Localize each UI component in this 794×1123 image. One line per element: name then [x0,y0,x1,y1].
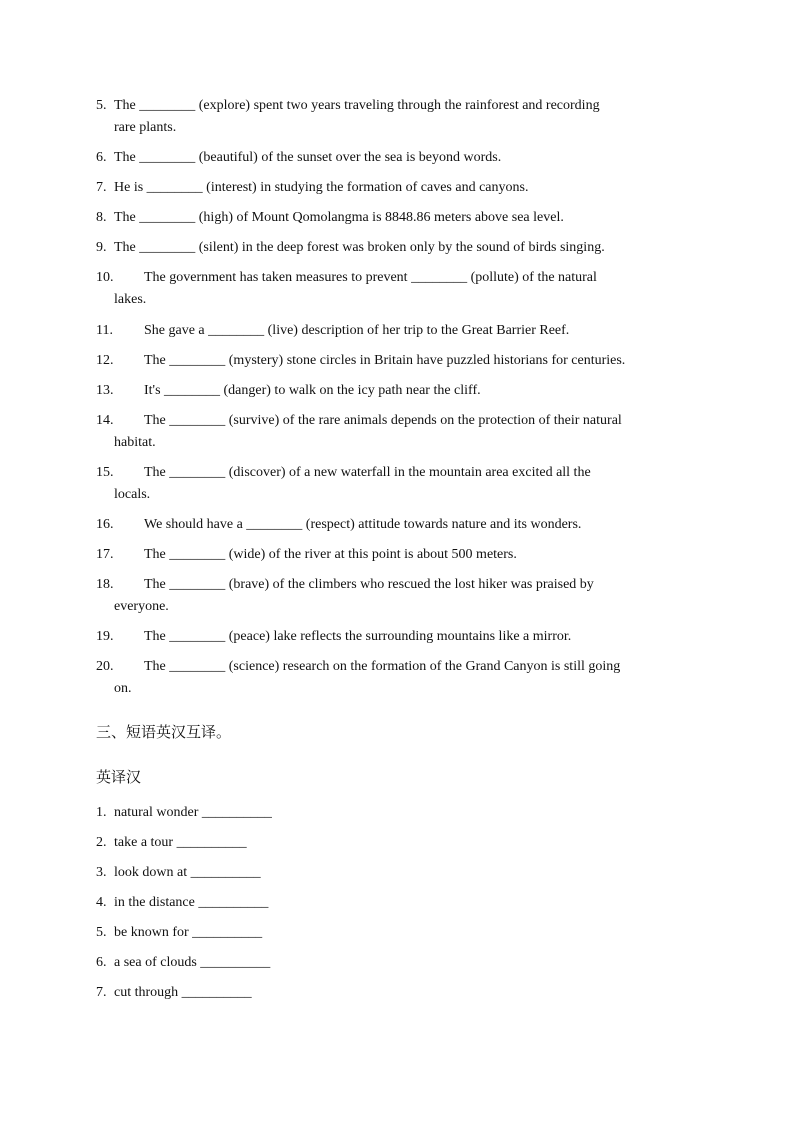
phrase-text: take a tour __________ [114,835,247,850]
question-text: The ________ (silent) in the deep forest was broken only by the sound of birds singing. [114,240,605,255]
question-continuation: everyone. [114,599,169,614]
phrase-item [96,892,268,914]
question-item [96,574,696,618]
question-text: He is ________ (interest) in studying the formation of caves and canyons. [114,180,529,195]
question-item [96,514,696,536]
phrase-text: look down at __________ [114,865,261,880]
question-number: 19. [96,629,114,644]
question-number: 9. [96,240,107,255]
question-item [96,177,696,199]
question-item [96,267,696,311]
question-text: The ________ (brave) of the climbers who rescued the lost hiker was praised by [144,577,594,592]
phrase-item [96,832,247,854]
question-number: 14. [96,413,114,428]
question-text: It's ________ (danger) to walk on the icy path near the cliff. [144,383,481,398]
phrase-number: 6. [96,955,107,970]
phrase-text: in the distance __________ [114,895,269,910]
subsection-title: 英译汉 [96,768,142,786]
section-title: 三、短语英汉互译。 [96,723,232,741]
question-item [96,410,696,454]
question-text: The ________ (peace) lake reflects the surrounding mountains like a mirror. [144,629,572,644]
question-item [96,656,696,700]
question-text: She gave a ________ (live) description of her trip to the Great Barrier Reef. [144,323,570,338]
phrase-text: a sea of clouds __________ [114,955,271,970]
question-continuation: habitat. [114,435,156,450]
question-item [96,237,696,259]
question-item [96,95,696,139]
question-number: 16. [96,517,114,532]
phrase-item [96,802,272,824]
question-number: 7. [96,180,107,195]
phrase-number: 2. [96,835,107,850]
question-item [96,380,696,402]
question-item [96,462,696,506]
question-item [96,147,696,169]
question-number: 13. [96,383,114,398]
question-text: The ________ (beautiful) of the sunset over the sea is beyond words. [114,150,502,165]
question-text: The ________ (explore) spent two years traveling through the rainforest and recording [114,98,600,113]
question-number: 11. [96,323,113,338]
phrase-text: natural wonder __________ [114,805,272,820]
question-number: 5. [96,98,107,113]
question-item [96,626,696,648]
phrase-item [96,922,262,944]
phrase-text: cut through __________ [114,985,252,1000]
question-item [96,320,696,342]
question-text: The ________ (mystery) stone circles in Britain have puzzled historians for centuries. [144,353,626,368]
phrase-number: 5. [96,925,107,940]
question-text: The ________ (survive) of the rare animals depends on the protection of their natural [144,413,622,428]
question-number: 8. [96,210,107,225]
question-text: The government has taken measures to prevent ________ (pollute) of the natural [144,270,597,285]
question-number: 18. [96,577,114,592]
question-number: 10. [96,270,114,285]
phrase-number: 3. [96,865,107,880]
question-continuation: lakes. [114,292,147,307]
question-number: 6. [96,150,107,165]
phrase-item [96,952,270,974]
phrase-number: 4. [96,895,107,910]
phrase-item [96,982,252,1004]
question-text: We should have a ________ (respect) attitude towards nature and its wonders. [144,517,582,532]
question-text: The ________ (high) of Mount Qomolangma is 8848.86 meters above sea level. [114,210,564,225]
question-number: 12. [96,353,114,368]
question-continuation: locals. [114,487,151,502]
question-continuation: rare plants. [114,120,177,135]
question-number: 20. [96,659,114,674]
question-item [96,544,696,566]
phrase-text: be known for __________ [114,925,263,940]
question-continuation: on. [114,681,132,696]
question-number: 17. [96,547,114,562]
phrase-number: 1. [96,805,107,820]
phrase-number: 7. [96,985,107,1000]
question-text: The ________ (discover) of a new waterfall in the mountain area excited all the [144,465,591,480]
question-item [96,350,696,372]
question-number: 15. [96,465,114,480]
question-text: The ________ (science) research on the formation of the Grand Canyon is still going [144,659,621,674]
phrase-item [96,862,261,884]
question-text: The ________ (wide) of the river at this point is about 500 meters. [144,547,517,562]
question-item [96,207,696,229]
